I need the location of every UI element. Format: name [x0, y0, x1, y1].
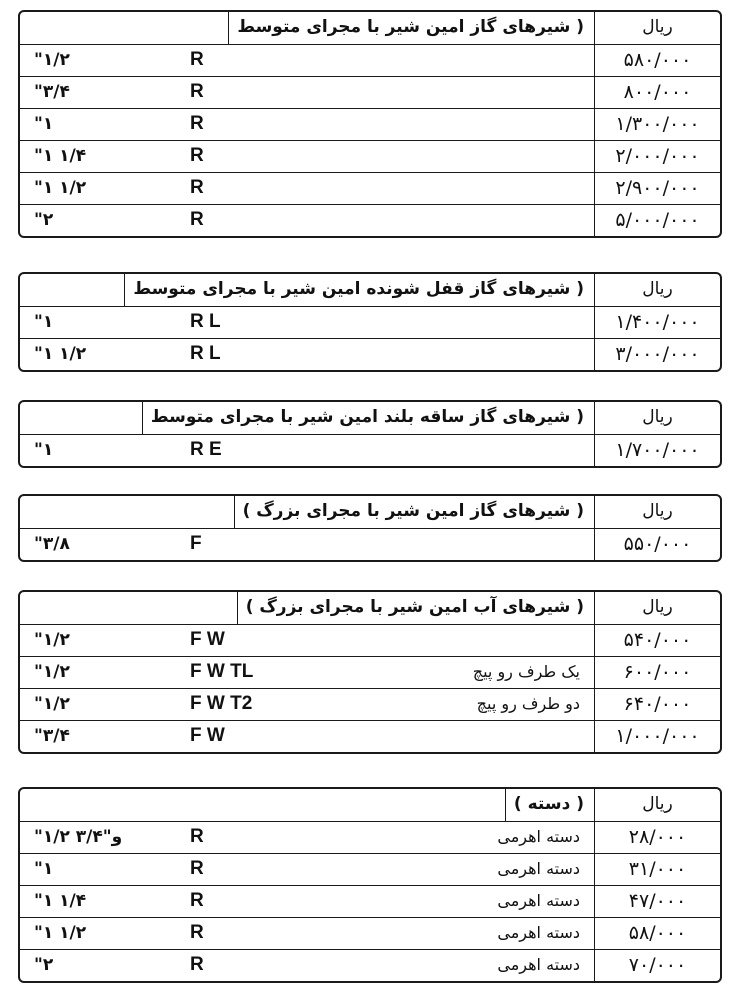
- price-cell: ۱/۰۰۰/۰۰۰: [594, 721, 720, 752]
- description: دسته اهرمی: [497, 955, 580, 974]
- price-cell: ۶۰۰/۰۰۰: [594, 657, 720, 688]
- model-code: R: [190, 209, 204, 230]
- price-cell: ۳۱/۰۰۰: [594, 854, 720, 885]
- price-table: [18, 494, 722, 562]
- table-row: [20, 172, 720, 204]
- size-cell: "۲: [34, 210, 54, 230]
- table-row: [20, 821, 720, 853]
- description: دسته اهرمی: [497, 891, 580, 910]
- description: دسته اهرمی: [497, 859, 580, 878]
- size-cell: "۱ ۱/۲: [34, 344, 87, 364]
- table-header-row: [20, 12, 720, 44]
- table-title: ( شیرهای گاز ساقه بلند امین شیر با مجرای متوسط: [142, 402, 594, 434]
- model-code: R: [190, 145, 204, 166]
- table-row: [20, 688, 720, 720]
- model-code: F W TL: [190, 661, 254, 682]
- size-cell: "۱: [34, 312, 54, 332]
- size-cell: "۱/۲ و"۳/۴: [34, 827, 123, 847]
- currency-label: ریال: [594, 789, 720, 821]
- price-cell: ۲۸/۰۰۰: [594, 822, 720, 853]
- size-cell: "۱/۲: [34, 694, 70, 714]
- model-code: R: [190, 858, 204, 879]
- model-code: R: [190, 954, 204, 975]
- table-header-row: [20, 274, 720, 306]
- table-row: [20, 853, 720, 885]
- price-cell: ۷۰/۰۰۰: [594, 950, 720, 981]
- model-code: F: [190, 533, 202, 554]
- price-table: [18, 272, 722, 372]
- model-code: R E: [190, 439, 222, 460]
- table-title: ( شیرهای آب امین شیر با مجرای بزرگ ): [237, 592, 594, 624]
- price-table: [18, 787, 722, 983]
- table-row: [20, 44, 720, 76]
- size-cell: "۳/۴: [34, 82, 70, 102]
- table-title: ( شیرهای گاز قفل شونده امین شیر با مجرای متوسط: [124, 274, 594, 306]
- model-code: R L: [190, 343, 221, 364]
- model-code: R: [190, 890, 204, 911]
- price-cell: ۱/۷۰۰/۰۰۰: [594, 435, 720, 466]
- size-cell: "۱: [34, 440, 54, 460]
- currency-label: ریال: [594, 274, 720, 306]
- price-cell: ۵۸/۰۰۰: [594, 918, 720, 949]
- size-cell: "۱/۲: [34, 630, 70, 650]
- price-cell: ۳/۰۰۰/۰۰۰: [594, 339, 720, 370]
- table-row: [20, 885, 720, 917]
- price-cell: ۱/۳۰۰/۰۰۰: [594, 109, 720, 140]
- price-cell: ۵/۰۰۰/۰۰۰: [594, 205, 720, 236]
- size-cell: "۲: [34, 955, 54, 975]
- size-cell: "۱ ۱/۲: [34, 923, 87, 943]
- table-row: [20, 140, 720, 172]
- table-row: [20, 434, 720, 466]
- price-cell: ۲/۰۰۰/۰۰۰: [594, 141, 720, 172]
- price-cell: ۵۸۰/۰۰۰: [594, 45, 720, 76]
- model-code: R: [190, 826, 204, 847]
- model-code: R: [190, 177, 204, 198]
- model-code: F W: [190, 725, 225, 746]
- price-cell: ۱/۴۰۰/۰۰۰: [594, 307, 720, 338]
- model-code: R: [190, 113, 204, 134]
- table-row: [20, 656, 720, 688]
- description: دسته اهرمی: [497, 827, 580, 846]
- size-cell: "۱/۲: [34, 50, 70, 70]
- size-cell: "۱: [34, 859, 54, 879]
- currency-label: ریال: [594, 592, 720, 624]
- description: یک طرف رو پیچ: [472, 662, 580, 681]
- table-title: ( دسته ): [505, 789, 594, 821]
- description: دسته اهرمی: [497, 923, 580, 942]
- table-title: ( شیرهای گاز امین شیر با مجرای متوسط: [228, 12, 594, 44]
- size-cell: "۱ ۱/۴: [34, 891, 87, 911]
- currency-label: ریال: [594, 402, 720, 434]
- price-cell: ۶۴۰/۰۰۰: [594, 689, 720, 720]
- model-code: R: [190, 922, 204, 943]
- table-row: [20, 76, 720, 108]
- table-row: [20, 338, 720, 370]
- currency-label: ریال: [594, 12, 720, 44]
- model-code: R L: [190, 311, 221, 332]
- price-cell: ۵۴۰/۰۰۰: [594, 625, 720, 656]
- table-header-row: [20, 789, 720, 821]
- price-cell: ۸۰۰/۰۰۰: [594, 77, 720, 108]
- model-code: F W T2: [190, 693, 253, 714]
- currency-label: ریال: [594, 496, 720, 528]
- size-cell: "۳/۸: [34, 534, 70, 554]
- model-code: R: [190, 49, 204, 70]
- price-table: [18, 10, 722, 238]
- size-cell: "۱: [34, 114, 54, 134]
- model-code: F W: [190, 629, 225, 650]
- size-cell: "۱/۲: [34, 662, 70, 682]
- size-cell: "۱ ۱/۴: [34, 146, 87, 166]
- table-row: [20, 528, 720, 560]
- table-row: [20, 949, 720, 981]
- price-cell: ۴۷/۰۰۰: [594, 886, 720, 917]
- price-cell: ۲/۹۰۰/۰۰۰: [594, 173, 720, 204]
- table-header-row: [20, 496, 720, 528]
- table-row: [20, 917, 720, 949]
- table-row: [20, 624, 720, 656]
- table-row: [20, 204, 720, 236]
- table-header-row: [20, 592, 720, 624]
- model-code: R: [190, 81, 204, 102]
- description: دو طرف رو پیچ: [476, 694, 580, 713]
- price-cell: ۵۵۰/۰۰۰: [594, 529, 720, 560]
- size-cell: "۱ ۱/۲: [34, 178, 87, 198]
- table-row: [20, 306, 720, 338]
- table-title: ( شیرهای گاز امین شیر با مجرای بزرگ ): [234, 496, 594, 528]
- table-header-row: [20, 402, 720, 434]
- size-cell: "۳/۴: [34, 726, 70, 746]
- table-row: [20, 720, 720, 752]
- price-table: [18, 590, 722, 754]
- table-row: [20, 108, 720, 140]
- price-table: [18, 400, 722, 468]
